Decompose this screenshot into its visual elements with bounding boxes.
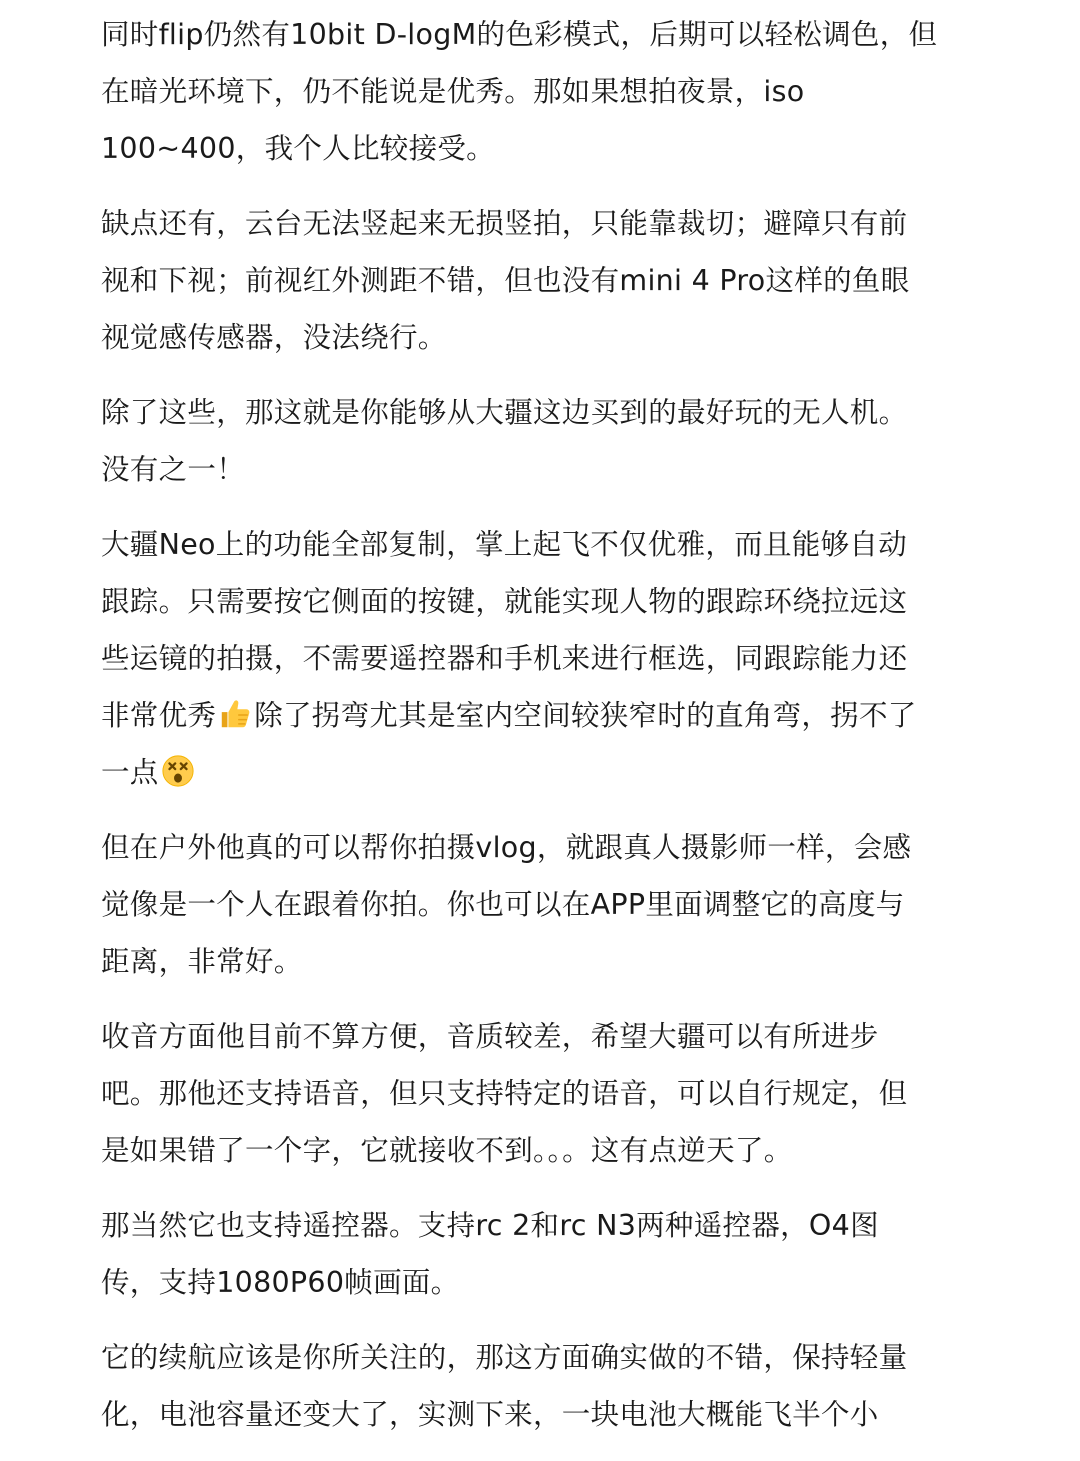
paragraph-remote <box>101 1197 991 1311</box>
text-line: 大疆Neo上的功能全部复制，掌上起飞不仅优雅，而且能够自动 <box>101 528 907 561</box>
text-line: 跟踪。只需要按它侧面的按键，就能实现人物的跟踪环绕拉远这 <box>101 585 908 618</box>
text-line: 距离，非常好。 <box>101 945 303 978</box>
paragraph-vlog <box>101 819 991 990</box>
paragraph-audio <box>101 1008 991 1179</box>
text-line: 那当然它也支持遥控器。支持rc 2和rc N3两种遥控器，O4图 <box>101 1209 879 1242</box>
text-segment: 除了拐弯尤其是室内空间较狭窄时的直角弯，拐不了 <box>254 699 917 732</box>
text-line <box>101 744 991 801</box>
text-line: 它的续航应该是你所关注的，那这方面确实做的不错，保持轻量 <box>101 1341 908 1374</box>
paragraph-battery <box>101 1329 991 1443</box>
text-line <box>101 687 991 744</box>
text-segment: 非常优秀 <box>101 699 217 732</box>
text-line: 化，电池容量还变大了，实测下来，一块电池大概能飞半个小 <box>101 1398 879 1431</box>
text-line: 视觉感传感器，没法绕行。 <box>101 321 447 354</box>
text-line: 同时flip仍然有10bit D-logM的色彩模式，后期可以轻松调色，但 <box>101 18 938 51</box>
text-line: 收音方面他目前不算方便，音质较差，希望大疆可以有所进步 <box>101 1020 879 1053</box>
text-line: 是如果错了一个字，它就接收不到。。。这有点逆天了。 <box>101 1134 793 1167</box>
paragraph-best-drone <box>101 384 991 498</box>
paragraph-drawbacks <box>101 195 991 366</box>
text-line: 吧。那他还支持语音，但只支持特定的语音，可以自行规定，但 <box>101 1077 908 1110</box>
text-line: 视和下视；前视红外测距不错，但也没有mini 4 Pro这样的鱼眼 <box>101 264 910 297</box>
paragraph-tracking <box>101 516 991 801</box>
text-line: 除了这些，那这就是你能够从大疆这边买到的最好玩的无人机。 <box>101 396 908 429</box>
text-line: 100~400，我个人比较接受。 <box>101 132 495 165</box>
text-line: 在暗光环境下，仍不能说是优秀。那如果想拍夜景，iso <box>101 75 805 108</box>
thumbs-up-emoji-icon <box>218 697 252 731</box>
text-line: 没有之一！ <box>101 453 246 486</box>
article-body <box>101 6 991 1461</box>
text-line: 觉像是一个人在跟着你拍。你也可以在APP里面调整它的高度与 <box>101 888 905 921</box>
text-segment: 一点 <box>101 756 159 789</box>
text-line: 些运镜的拍摄，不需要遥控器和手机来进行框选，同跟踪能力还 <box>101 642 908 675</box>
text-line: 传，支持1080P60帧画面。 <box>101 1266 460 1299</box>
paragraph-dlog <box>101 6 991 177</box>
text-line: 缺点还有，云台无法竖起来无损竖拍，只能靠裁切；避障只有前 <box>101 207 908 240</box>
text-line: 但在户外他真的可以帮你拍摄vlog，就跟真人摄影师一样，会感 <box>101 831 912 864</box>
dizzy-face-emoji-icon <box>161 754 195 788</box>
